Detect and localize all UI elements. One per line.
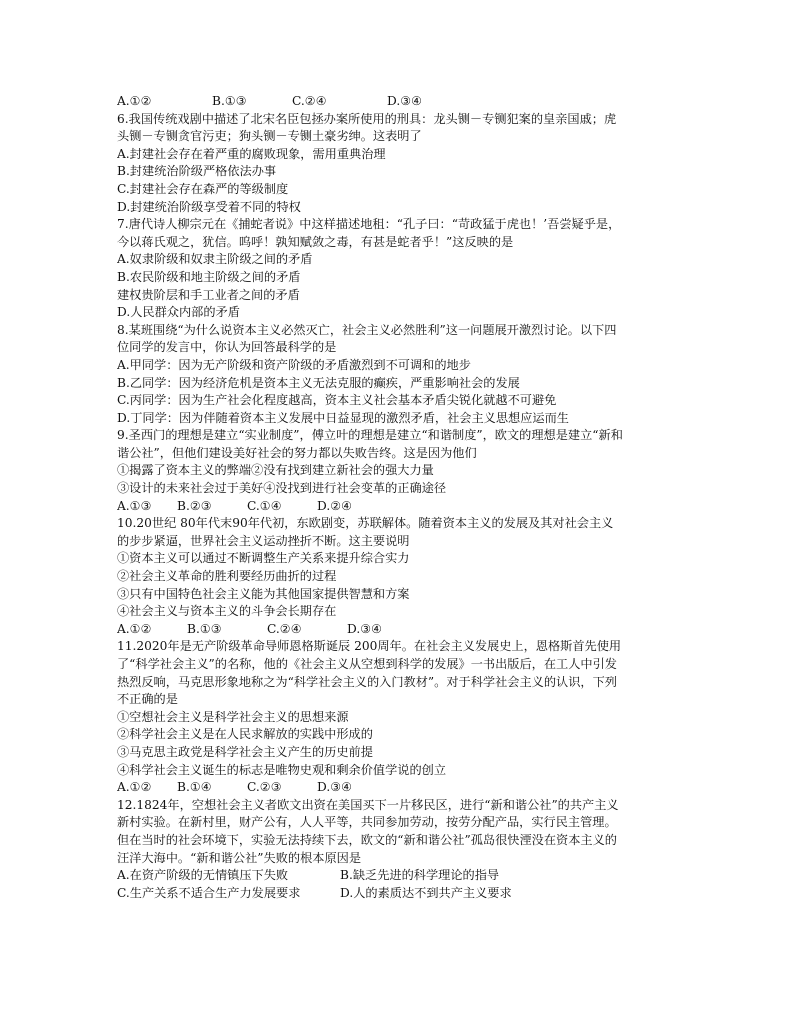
q5-option-d: D.③④ [387,94,423,108]
q6-stem-line-1: 6.我国传统戏剧中描述了北宋名臣包拯办案所使用的刑具：龙头铡－专铡犯案的皇亲国戚；虎 [117,111,617,126]
q6-option-c: C.封建社会存在森严的等级制度 [117,181,289,196]
q9-option-b: B.②③ [177,498,212,513]
q12-stem-line-3: 但在当时的社会环境下，实验无法持续下去，欧文的“新和谐公社”孤岛很快湮没在资本主义的 [117,832,617,847]
q9-option-d: D.②④ [317,498,353,513]
q7-option-a: A.奴隶阶级和奴隶主阶级之间的矛盾 [117,252,313,267]
q10-stem-line-2: 的步步紧逼，世界社会主义运动挫折不断。这主要说明 [117,533,410,548]
q10-stem-line-1: 10.20世纪 80年代末90年代初，东欧剧变，苏联解体。随着资本主义的发展及其对社会主义 [117,516,614,531]
q5-options [117,93,687,111]
q8-option-a: A.甲同学：因为无产阶级和资产阶级的矛盾激烈到不可调和的地步 [117,357,471,372]
q7-option-b: B.农民阶级和地主阶级之间的矛盾 [117,269,301,284]
q11-stem-line-4: 不正确的是 [117,692,178,707]
q10-option-a: A.①② [117,621,152,636]
q12-option-d: D.人的素质达不到共产主义要求 [340,885,512,900]
q5-option-b: B.①③ [212,94,247,108]
q7-option-c: 建权贵阶层和手工业者之间的矛盾 [117,287,300,302]
q7-option-d: D.人民群众内部的矛盾 [117,305,240,320]
q9-stem-line-1: 9.圣西门的理想是建立“实业制度”，傅立叶的理想是建立“和谐制度”，欧文的理想是建立“新和 [117,428,623,443]
q10-item-4: ④社会主义与资本主义的斗争会长期存在 [117,604,337,619]
q6-option-a: A.封建社会存在着严重的腐败现象，需用重典治理 [117,146,386,161]
q12-options-row-2 [117,885,687,903]
q9-option-a: A.①③ [117,498,152,513]
q10-option-d: D.③④ [347,621,383,636]
q8-option-d: D.丁同学：因为伴随着资本主义发展中日益显现的激烈矛盾，社会主义思想应运而生 [117,410,569,425]
q12-option-b: B.缺乏先进的科学理论的指导 [340,868,500,883]
q11-option-c: C.②③ [247,780,282,795]
q11-stem-line-2: 了“科学社会主义”的名称，他的《社会主义从空想到科学的发展》一书出版后，在工人中引发 [117,657,617,671]
q11-item-4: ④科学社会主义诞生的标志是唯物史观和剩余价值学说的创立 [117,762,447,777]
q10-option-c: C.②④ [267,621,302,636]
q8-stem-line-1: 8.某班围绕“为什么说资本主义必然灭亡，社会主义必然胜利”这一问题展开激烈讨论。以下四 [117,322,617,337]
q11-option-b: B.①④ [177,780,212,795]
q11-item-1: ①空想社会主义是科学社会主义的思想来源 [117,709,349,724]
q8-option-b: B.乙同学：因为经济危机是资本主义无法克服的癫疾，严重影响社会的发展 [117,375,520,390]
q11-stem-line-3: 热烈反响，马克思形象地称之为“科学社会主义的入门教材”。对于科学社会主义的认识，下列 [117,674,617,689]
q10-item-1: ①资本主义可以通过不断调整生产关系来提升综合实力 [117,551,410,566]
q9-item-line-1: ①揭露了资本主义的弊端②没有找到建立新社会的强大力量 [117,463,434,478]
q11-stem-line-1: 11.2020年是无产阶级革命导师恩格斯诞辰 200周年。在社会主义发展史上，恩格斯首先使用 [117,639,622,654]
q9-stem-line-2: 谐公社”，但他们建设美好社会的努力都以失败告终。这是因为他们 [117,445,477,460]
q10-item-3: ③只有中国特色社会主义能为其他国家提供智慧和方案 [117,586,410,601]
q6-option-b: B.封建统治阶级严格依法办事 [117,164,277,179]
q7-stem-line-2: 今以蒋氏观之，犹信。呜呼！孰知赋敛之毒，有甚是蛇者乎！”这反映的是 [117,234,514,249]
q12-stem-line-2: 新村实验。在新村里，财产公有，人人平等，共同参加劳动，按劳分配产品，实行民主管理。 [117,815,617,830]
q12-stem-line-4: 汪洋大海中。“新和谐公社”失败的根本原因是 [117,850,362,865]
q11-option-d: D.③④ [317,780,353,795]
q9-item-line-2: ③设计的未来社会过于美好④没找到进行社会变革的正确途径 [117,481,447,496]
exam-page [117,93,687,902]
q8-stem-line-2: 位同学的发言中，你认为回答最科学的是 [117,340,337,355]
q5-option-c: C.②④ [292,94,327,108]
q11-item-2: ②科学社会主义是在人民求解放的实践中形成的 [117,727,373,742]
q12-stem-line-1: 12.1824年，空想社会主义者欧文出资在美国买下一片移民区，进行“新和谐公社”的共产主义 [117,797,619,812]
q11-item-3: ③马克思主政党是科学社会主义产生的历史前提 [117,744,373,759]
q6-stem-line-2: 头铡－专铡贪官污吏；狗头铡－专铡土豪劣绅。这表明了 [117,129,422,144]
q10-option-b: B.①③ [187,621,222,636]
q12-options-row-1 [117,867,687,885]
q9-options [117,498,687,516]
q7-stem-line-1: 7.唐代诗人柳宗元在《捕蛇者说》中这样描述地租：“孔子曰：“苛政猛于虎也！’吾尝疑乎是， [117,217,621,232]
q11-option-a: A.①② [117,780,152,795]
q5-option-a: A.①② [117,94,152,108]
q8-option-c: C.丙同学：因为生产社会化程度越高，资本主义社会基本矛盾尖锐化就越不可避免 [117,393,557,408]
q12-option-a: A.在资产阶级的无情镇压下失败 [117,868,289,883]
q12-option-c: C.生产关系不适合生产力发展要求 [117,885,301,900]
q6-option-d: D.封建统治阶级享受着不同的特权 [117,199,301,214]
q10-item-2: ②社会主义革命的胜利要经历曲折的过程 [117,569,337,584]
q10-options [117,621,687,639]
q9-option-c: C.①④ [247,498,282,513]
q11-options [117,779,687,797]
